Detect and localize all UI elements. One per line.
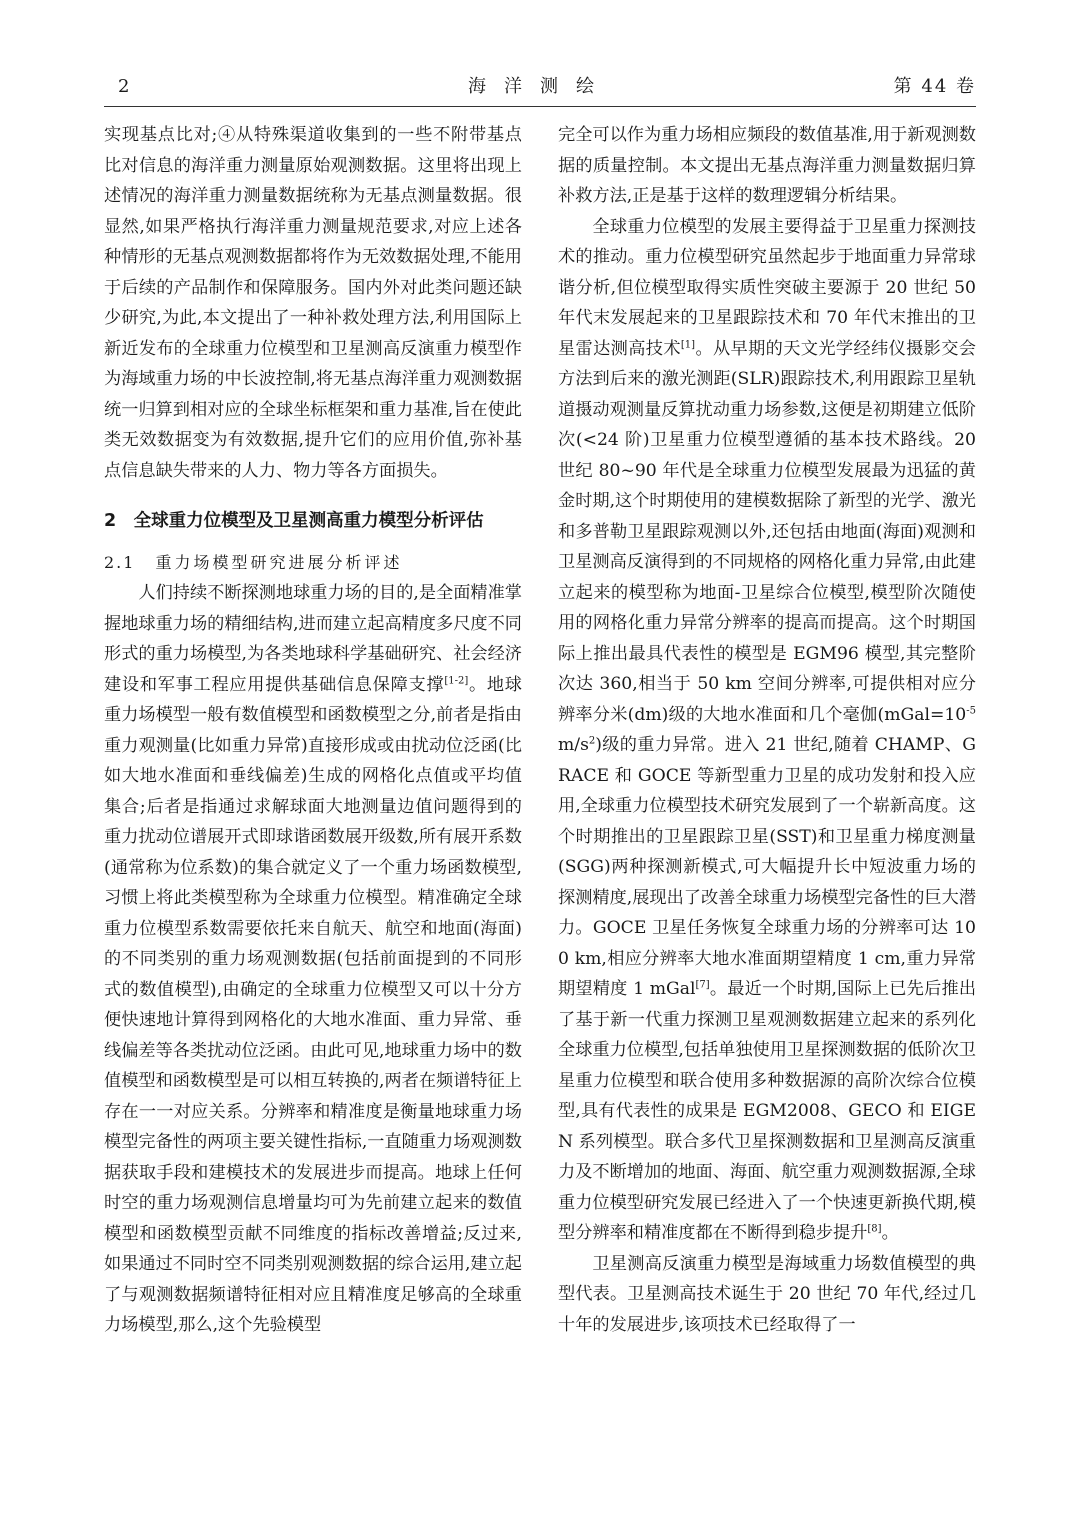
- page-number: 2: [118, 76, 130, 97]
- paragraph-text: 人们持续不断探测地球重力场的目的,是全面精准掌握地球重力场的精细结构,进而建立起高精度多尺度不同形式的重力场模型,为各类地球科学基础研究、社会经济建设和军事工程应用提供基础信息保障支撑: [104, 583, 522, 695]
- citation-ref: [1-2]: [444, 674, 469, 686]
- paragraph-text: m/s: [558, 735, 589, 755]
- paragraph-text: )级的重力异常。进入 21 世纪,随着 CHAMP、GRACE 和 GOCE 等新型重力卫星的成功发射和投入应用,全球重力位模型技术研究发展到了一个崭新高度。这个时期推出的卫星跟踪卫星(SST)和卫星重力梯度测量(SGG)两种探测新模式,可大幅提升长中短波重力场的探测精度,展现出了改善全球重力场模型完备性的巨大潜力。GOCE 卫星任务恢复全球重力场的分辨率可达 100 km,相应分辨率大地水准面期望精度 1 cm,重力异常期望精度 1 mGal: [558, 735, 976, 999]
- left-column: [104, 120, 522, 1341]
- journal-title: 海洋测绘: [468, 76, 612, 97]
- paragraph-text: 。地球重力场模型一般有数值模型和函数模型之分,前者是指由重力观测量(比如重力异常)直接形成或由扰动位泛函(比如大地水准面和垂线偏差)生成的网格化点值或平均值集合;后者是指通过求解球面大地测量边值问题得到的重力扰动位谱展开式即球谐函数展开级数,所有展开系数(通常称为位系数)的集合就定义了一个重力场函数模型,习惯上将此类模型称为全球重力位模型。精准确定全球重力位模型系数需要依托来自航天、航空和地面(海面)的不同类别的重力场观测数据(包括前面提到的不同形式的数值模型),由确定的全球重力位模型又可以十分方便快速地计算得到网格化的大地水准面、重力异常、垂线偏差等各类扰动位泛函。由此可见,地球重力场中的数值模型和函数模型是可以相互转换的,两者在频谱特征上存在一一对应关系。分辨率和精准度是衡量地球重力场模型完备性的两项主要关键性指标,一直随重力场观测数据获取手段和建模技术的发展进步而提高。地球上任何时空的重力场观测信息增量均可为先前建立起来的数值模型和函数模型贡献不同维度的指标改善增益;反过来,如果通过不同时空不同类别观测数据的综合运用,建立起了与观测数据频谱特征相对应且精准度足够高的全球重力场模型,那么,这个先验模型: [104, 674, 522, 1335]
- section-heading: 2 全球重力位模型及卫星测高重力模型分析评估: [104, 511, 484, 531]
- citation-ref: [1]: [680, 338, 696, 350]
- citation-ref: [8]: [867, 1223, 882, 1235]
- exponent: -5: [966, 704, 976, 716]
- subsection-title: 重力场模型研究进展分析评述: [155, 553, 403, 572]
- exponent: 2: [588, 735, 596, 747]
- subsection-number: 2.1: [104, 553, 136, 572]
- right-column: [558, 120, 976, 1340]
- paragraph-text: 。最近一个时期,国际上已先后推出了基于新一代重力探测卫星观测数据建立起来的系列化全球重力位模型,包括单独使用卫星探测数据的低阶次卫星重力位模型和联合使用多种数据源的高阶次综合位模型,具有代表性的成果是 EGM2008、GECO 和 EIGEN 系列模型。联合多代卫星探测数据和卫星测高反演重力及不断增加的地面、海面、航空重力观测数据源,全球重力位模型研究发展已经进入了一个快速更新换代期,模型分辨率和精准度都在不断得到稳步提升: [558, 979, 977, 1243]
- volume-label: 第 44 卷: [893, 76, 976, 97]
- header-rule: [104, 106, 976, 107]
- continued-paragraph: 完全可以作为重力场相应频段的数值基准,用于新观测数据的质量控制。本文提出无基点海洋重力测量数据归算补救方法,正是基于这样的数理逻辑分析结果。: [558, 125, 976, 206]
- paragraph-text: 全球重力位模型的发展主要得益于卫星重力探测技术的推动。重力位模型研究虽然起步于地面重力异常球谐分析,但位模型取得实质性突破主要源于 20 世纪 50 年代末发展起来的卫星跟踪技术和 70 年代末推出的卫星雷达测高技术: [558, 216, 976, 359]
- intro-paragraph: 实现基点比对;④从特殊渠道收集到的一些不附带基点比对信息的海洋重力测量原始观测数据。这里将出现上述情况的海洋重力测量数据统称为无基点测量数据。很显然,如果严格执行海洋重力测量规范要求,对应上述各种情形的无基点观测数据都将作为无效数据处理,不能用于后续的产品制作和保障服务。国内外对此类问题还缺少研究,为此,本文提出了一种补救处理方法,利用国际上新近发布的全球重力位模型和卫星测高反演重力模型作为海域重力场的中长波控制,将无基点海洋重力观测数据统一归算到相对应的全球坐标框架和重力基准,旨在使此类无效数据变为有效数据,提升它们的应用价值,弥补基点信息缺失带来的人力、物力等各方面损失。: [104, 125, 522, 481]
- paragraph-global-models: [558, 212, 976, 1249]
- page-header: [104, 74, 976, 102]
- paragraph-text: 。从早期的天文光学经纬仪摄影交会方法到后来的激光测距(SLR)跟踪技术,利用跟踪卫星轨道摄动观测量反算扰动重力场参数,这便是初期建立低阶次(<24 阶)卫星重力位模型遵循的基本技术路线。20 世纪 80~90 年代是全球重力位模型发展最为迅猛的黄金时期,这个时期使用的建模数据除了新型的光学、激光和多普勒卫星跟踪观测以外,还包括由地面(海面)观测和卫星测高反演得到的不同规格的网格化重力异常,由此建立起来的模型称为地面-卫星综合位模型,模型阶次随使用的网格化重力异常分辨率的提高而提高。这个时期国际上推出最具代表性的模型是 EGM96 模型,其完整阶次达 360,相当于 50 km 空间分辨率,可提供相对应分辨率分米(dm)级的大地水准面和几个毫伽(mGal=10: [558, 338, 976, 725]
- paragraph-gravity-models: [104, 578, 522, 1341]
- paragraph-text: 。: [881, 1223, 899, 1243]
- subsection-heading: [104, 548, 522, 578]
- paragraph-altimetry: 卫星测高反演重力模型是海域重力场数值模型的典型代表。卫星测高技术诞生于 20 世纪 70 年代,经过几十年的发展进步,该项技术已经取得了一: [558, 1253, 976, 1335]
- citation-ref: [7]: [695, 979, 710, 991]
